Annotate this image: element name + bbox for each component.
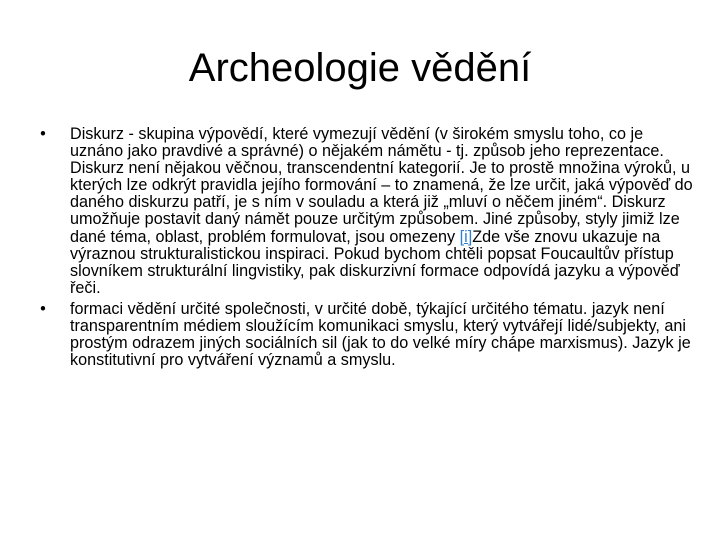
- bullet-text-part1: Diskurz - skupina výpovědí, které vymezují vědění (v širokém smyslu toho, co je uznáno jako pravdivé a správné) o nějakém námětu - tj. způsob jeho reprezentace. Diskurz není nějakou věčnou, transcendentní kategorií. Je to prostě množina výroků, u kterých lze odkrýt pravidla jejího formování – to znamená, že lze určit, jaká výpověď do daného diskurzu patří, je s ním v souladu a která již „mluví o něčem jiném“. Diskurz umožňuje postavit daný námět pouze určitým způsobem. Jiné způsoby, styly jimiž lze dané téma, oblast, problém formulovat, jsou omezeny: [70, 125, 693, 246]
- bullet-item-diskurz: [36, 126, 696, 297]
- bullet-icon: •: [40, 125, 46, 143]
- bullet-icon: •: [40, 299, 46, 318]
- bullet-item-formace: [36, 301, 696, 369]
- bullet-text: formaci vědění určité společnosti, v určité době, týkající určitého tématu. jazyk není transparentním médiem sloužícím komunikaci smyslu, který vytvářejí lidé/subjekty, ani prostým odrazem jiných sociálních sil (jak to do velké míry chápe marxismus). Jazyk je konstitutivní pro vytváření významů a smyslu.: [70, 299, 691, 370]
- bullet-list: [36, 126, 696, 373]
- bullet-text-part2: Zde vše znovu ukazuje na výraznou strukturalistickou inspiraci. Pokud bychom chtěli popsat Foucaultův přístup slovníkem strukturální lingvistiky, pak diskurzivní formace odpovídá jazyku a výpověď řeči.: [70, 227, 680, 297]
- footnote-link[interactable]: [i]: [459, 227, 473, 246]
- slide-title: Archeologie vědění: [188, 46, 532, 90]
